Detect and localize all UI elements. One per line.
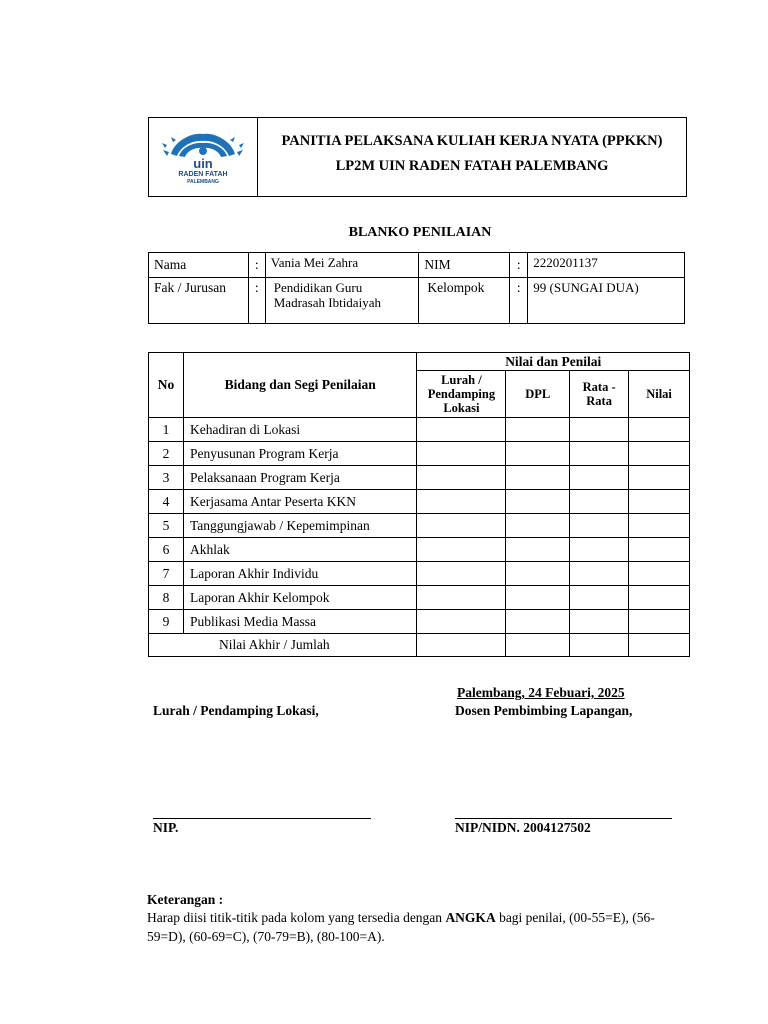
lurah-cell[interactable]: [417, 562, 506, 586]
dpl-cell[interactable]: [506, 466, 570, 490]
left-signature-line: [153, 818, 371, 819]
dpl-cell[interactable]: [506, 418, 570, 442]
average-cell[interactable]: [570, 538, 629, 562]
lurah-cell[interactable]: [417, 610, 506, 634]
group-label: Kelompok: [419, 278, 510, 324]
form-title: BLANKO PENILAIAN: [348, 225, 492, 240]
header-institution-title: LP2M UIN RADEN FATAH PALEMBANG: [335, 158, 609, 174]
table-row: [149, 418, 690, 442]
logo-text-palembang: PALEMBANG: [187, 179, 219, 185]
row-aspect: Laporan Akhir Kelompok: [183, 586, 416, 610]
dpl-cell[interactable]: [506, 442, 570, 466]
logo-text-raden-fatah: RADEN FATAH: [178, 171, 228, 178]
score-cell[interactable]: [629, 538, 690, 562]
row-number: 8: [149, 586, 184, 610]
assessment-table: [148, 352, 690, 657]
lurah-cell[interactable]: [417, 442, 506, 466]
group-colon: :: [510, 278, 528, 324]
average-cell[interactable]: [570, 442, 629, 466]
name-value: Vania Mei Zahra: [265, 253, 419, 278]
header-committee-title: PANITIA PELAKSANA KULIAH KERJA NYATA (PPKKN): [281, 133, 663, 149]
score-cell[interactable]: [629, 442, 690, 466]
average-cell[interactable]: [570, 610, 629, 634]
right-nip: NIP/NIDN. 2004127502: [455, 820, 591, 835]
faculty-colon: :: [248, 278, 265, 324]
table-row: [149, 514, 690, 538]
average-cell[interactable]: [570, 490, 629, 514]
note-text-after: bagi penilai, (00-55=E), (56-59=D), (60-69=C), (70-79=B), (80-100=A).: [147, 910, 655, 944]
score-cell[interactable]: [629, 466, 690, 490]
group-value: 99 (SUNGAI DUA): [528, 278, 685, 324]
row-aspect: Penyusunan Program Kerja: [183, 442, 416, 466]
left-nip: NIP.: [153, 820, 179, 835]
nim-colon: :: [510, 253, 528, 278]
total-average-cell[interactable]: [570, 634, 629, 657]
header-box: [148, 117, 687, 197]
left-signer-role: Lurah / Pendamping Lokasi,: [153, 703, 319, 718]
name-colon: :: [248, 253, 265, 278]
nim-label: NIM: [419, 253, 510, 278]
average-cell[interactable]: [570, 466, 629, 490]
name-label: Nama: [149, 253, 249, 278]
table-row: [149, 610, 690, 634]
right-signature-line: [455, 818, 672, 819]
row-number: 1: [149, 418, 184, 442]
lurah-cell[interactable]: [417, 466, 506, 490]
identity-table: [148, 252, 685, 324]
row-number: 6: [149, 538, 184, 562]
average-cell[interactable]: [570, 586, 629, 610]
lurah-cell[interactable]: [417, 586, 506, 610]
right-signer-role: Dosen Pembimbing Lapangan,: [455, 703, 633, 718]
row-aspect: Akhlak: [183, 538, 416, 562]
lurah-cell[interactable]: [417, 418, 506, 442]
col-header-average: Rata - Rata: [570, 371, 629, 418]
row-number: 7: [149, 562, 184, 586]
score-cell[interactable]: [629, 490, 690, 514]
lurah-cell[interactable]: [417, 514, 506, 538]
faculty-label: Fak / Jurusan: [149, 278, 249, 324]
note-title: Keterangan :: [147, 892, 224, 907]
lurah-cell[interactable]: [417, 490, 506, 514]
col-header-score-group: Nilai dan Penilai: [417, 353, 690, 371]
col-header-lurah: Lurah / Pendamping Lokasi: [417, 371, 506, 418]
logo-text-uin: uin: [193, 156, 213, 171]
score-cell[interactable]: [629, 418, 690, 442]
row-aspect: Pelaksanaan Program Kerja: [183, 466, 416, 490]
dpl-cell[interactable]: [506, 514, 570, 538]
table-row: [149, 466, 690, 490]
row-number: 4: [149, 490, 184, 514]
note-text-bold: ANGKA: [445, 910, 496, 925]
table-row: [149, 442, 690, 466]
note-text: [147, 908, 667, 946]
logo-cell: [149, 118, 258, 196]
total-score-cell[interactable]: [629, 634, 690, 657]
total-lurah-cell[interactable]: [417, 634, 506, 657]
row-aspect: Publikasi Media Massa: [183, 610, 416, 634]
dpl-cell[interactable]: [506, 490, 570, 514]
dpl-cell[interactable]: [506, 610, 570, 634]
row-number: 5: [149, 514, 184, 538]
score-cell[interactable]: [629, 586, 690, 610]
col-header-score: Nilai: [629, 371, 690, 418]
table-row: [149, 586, 690, 610]
row-aspect: Laporan Akhir Individu: [183, 562, 416, 586]
table-row: [149, 490, 690, 514]
score-cell[interactable]: [629, 514, 690, 538]
score-cell[interactable]: [629, 562, 690, 586]
row-aspect: Tanggungjawab / Kepemimpinan: [183, 514, 416, 538]
average-cell[interactable]: [570, 418, 629, 442]
score-cell[interactable]: [629, 610, 690, 634]
col-header-dpl: DPL: [506, 371, 570, 418]
row-number: 3: [149, 466, 184, 490]
total-dpl-cell[interactable]: [506, 634, 570, 657]
col-header-no: No: [149, 353, 184, 418]
average-cell[interactable]: [570, 514, 629, 538]
row-aspect: Kehadiran di Lokasi: [183, 418, 416, 442]
lurah-cell[interactable]: [417, 538, 506, 562]
total-label: Nilai Akhir / Jumlah: [149, 634, 417, 657]
col-header-aspect: Bidang dan Segi Penilaian: [183, 353, 416, 418]
table-row: [149, 562, 690, 586]
dpl-cell[interactable]: [506, 586, 570, 610]
average-cell[interactable]: [570, 562, 629, 586]
place-date: Palembang, 24 Febuari, 2025: [457, 685, 625, 700]
table-row: [149, 538, 690, 562]
faculty-value: Pendidikan Guru Madrasah Ibtidaiyah: [265, 278, 419, 324]
row-number: 9: [149, 610, 184, 634]
dpl-cell[interactable]: [506, 538, 570, 562]
nim-value: 2220201137: [528, 253, 685, 278]
dpl-cell[interactable]: [506, 562, 570, 586]
note-text-before: Harap diisi titik-titik pada kolom yang tersedia dengan: [147, 910, 446, 925]
row-aspect: Kerjasama Antar Peserta KKN: [183, 490, 416, 514]
row-number: 2: [149, 442, 184, 466]
